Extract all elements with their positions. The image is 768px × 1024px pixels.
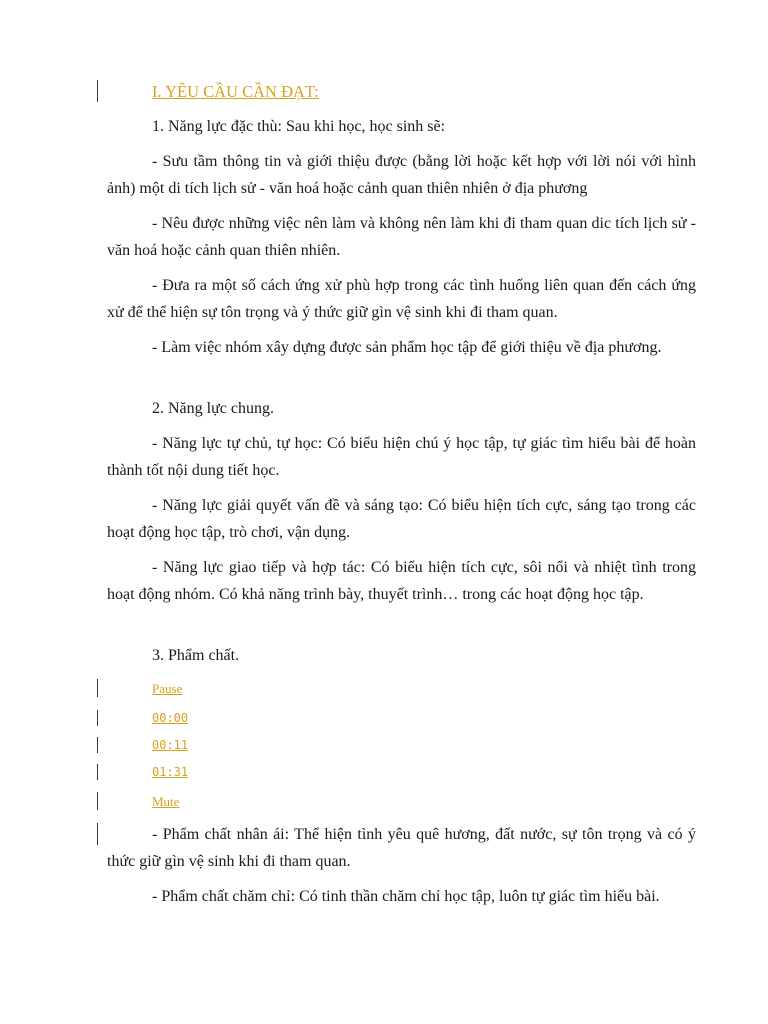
section2-paragraph-3: - Năng lực giao tiếp và hợp tác: Có biểu hiện tích cực, sôi nổi và nhiệt tình trong hoạt động nhóm. Có khả năng trình bày, thuyết trình… trong các hoạt động học tập. <box>107 559 696 603</box>
mute-link[interactable]: Mute <box>152 794 180 809</box>
elapsed-time-link[interactable]: 00:11 <box>152 738 189 752</box>
section1-paragraph-1: - Sưu tầm thông tin và giới thiệu được (bằng lời hoặc kết hợp với lời nói với hình ảnh) một di tích lịch sử - văn hoá hoặc cảnh quan thiên nhiên ở địa phương <box>107 153 696 197</box>
section1-paragraph-2: - Nêu được những việc nên làm và không nên làm khi đi tham quan dic tích lịch sử - văn hoá hoặc cảnh quan thiên nhiên. <box>107 215 696 259</box>
change-marker <box>97 764 98 780</box>
section3-title: 3. Phẩm chất. <box>152 647 240 664</box>
section-heading-link[interactable]: I. YÊU CẦU CẦN ĐẠT: <box>152 82 319 101</box>
current-time-link[interactable]: 00:00 <box>152 711 189 725</box>
pause-link[interactable]: Pause <box>152 681 183 696</box>
change-marker <box>97 792 98 810</box>
change-marker <box>97 679 98 697</box>
section1-title: 1. Năng lực đặc thù: Sau khi học, học sinh sẽ: <box>152 118 446 135</box>
section2-title: 2. Năng lực chung. <box>152 400 274 417</box>
change-marker <box>97 737 98 753</box>
change-marker <box>97 80 98 102</box>
duration-link[interactable]: 01:31 <box>152 765 189 779</box>
section1-paragraph-3: - Đưa ra một số cách ứng xử phù hợp trong các tình huống liên quan đến cách ứng xử để thể hiện sự tôn trọng và ý thức giữ gìn vệ sinh khi đi tham quan. <box>107 277 696 321</box>
change-marker <box>97 710 98 726</box>
section1-paragraph-4: - Làm việc nhóm xây dựng được sản phẩm học tập để giới thiệu về địa phương. <box>152 339 662 356</box>
section2-paragraph-2: - Năng lực giải quyết vấn đề và sáng tạo: Có biểu hiện tích cực, sáng tạo trong các hoạt động học tập, trò chơi, vận dụng. <box>107 497 696 541</box>
section3-paragraph-2: - Phẩm chất chăm chỉ: Có tinh thần chăm chỉ học tập, luôn tự giác tìm hiểu bài. <box>152 888 660 905</box>
section2-paragraph-1: - Năng lực tự chủ, tự học: Có biểu hiện chú ý học tập, tự giác tìm hiểu bài để hoàn thành tốt nội dung tiết học. <box>107 435 696 479</box>
section3-paragraph-1: - Phẩm chất nhân ái: Thể hiện tình yêu quê hương, đất nước, sự tôn trọng và có ý thức giữ gìn vệ sinh khi đi tham quan. <box>107 826 696 870</box>
change-marker <box>97 823 98 845</box>
